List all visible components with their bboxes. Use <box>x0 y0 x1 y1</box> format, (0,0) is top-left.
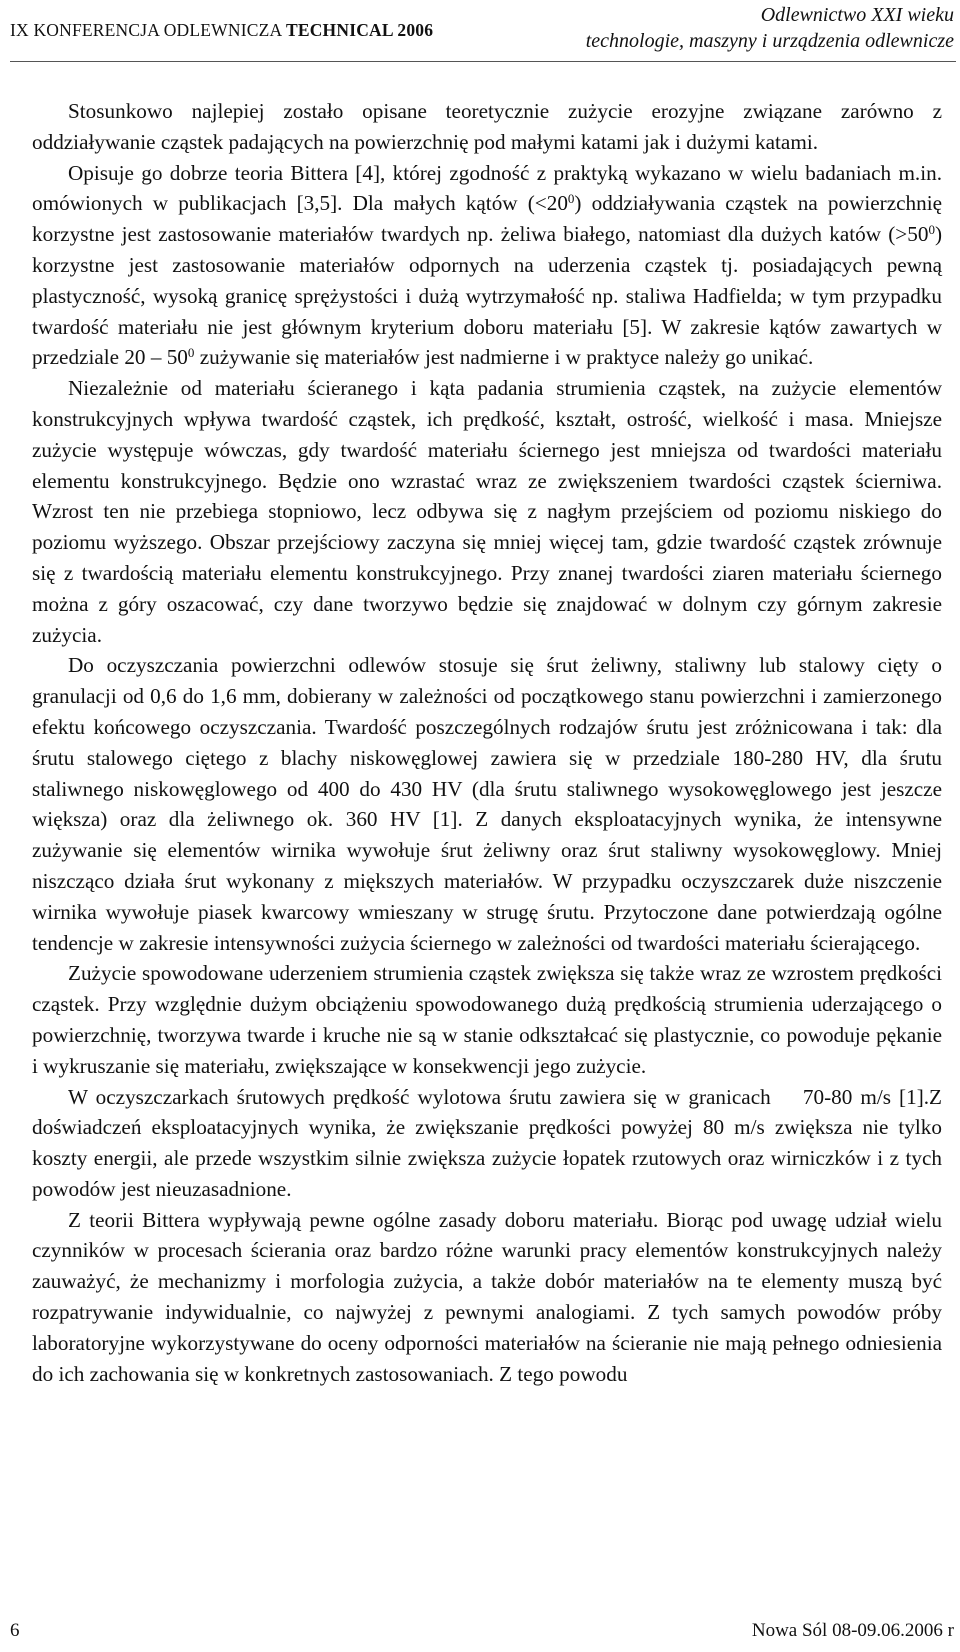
page-number: 6 <box>10 1620 20 1641</box>
degree-superscript: 0 <box>567 191 575 207</box>
journal-subtitle: technologie, maszyny i urządzenia odlewnicze <box>585 30 954 52</box>
page-header <box>10 0 956 62</box>
paragraph-2 <box>32 158 942 374</box>
paragraph-4: Do oczyszczania powierzchni odlewów stosuje się śrut żeliwny, staliwny lub stalowy cięty o granulacji od 0,6 do 1,6 mm, dobierany w zależności od początkowego stanu powierzchni i zamierzonego efektu końcowego oczyszczania. Twardość poszczególnych rodzajów śrutu jest zróżnicowana i tak: dla śrutu stalowego ciętego z blachy niskowęglowej zawiera się w przedziale 180-280 HV, dla śrutu staliwnego niskowęglowego od 400 do 430 HV (dla śrutu staliwnego wysokowęglowego jest jeszcze większa) oraz dla żeliwnego ok. 360 HV [1]. Z danych eksploatacyjnych wynika, że intensywne zużywanie się elementów wirnika wywołuje śrut żeliwny oraz śrut staliwny wysokowęglowy. Mniej niszcząco działa śrut wykonany z miększych materiałów. W przypadku oczyszczarek duże niszczenie wirnika wywołuje piasek kwarcowy wmieszany w strugę śrutu. Przytoczone dane potwierdzają ogólne tendencje w zakresie intensywności zużycia ściernego w zależności od twardości materiału ścierającego. <box>32 653 942 955</box>
conference-title-prefix: IX KONFERENCJA ODLEWNICZA <box>10 20 286 40</box>
journal-title-block <box>586 2 954 54</box>
paragraph-7: Z teorii Bittera wypływają pewne ogólne zasady doboru materiału. Biorąc pod uwagę udział wielu czynników w procesach ścierania oraz bardzo różne warunki pracy elementów konstrukcyjnych należy zauważyć, że mechanizmy i morfologia zużycia, a także dobór materiałów na te elementy muszą być rozpatrywanie indywidualnie, co najwyżej z pewnymi analogiami. Z tych samych powodów próby laboratoryjne wykorzystywane do oceny odporności materiałów na ścieranie nie mają pełnego odniesienia do ich zachowania się w konkretnych zastosowaniach. Z tego powodu <box>32 1207 942 1386</box>
paragraph-2-part-b: ) oddziaływania cząstek na powierzchnię korzystne jest zastosowanie materiałów twardych np. żeliwa białego, natomiast dla dużych katów (>50 <box>32 191 943 247</box>
conference-title <box>10 20 433 41</box>
page-footer <box>10 1618 954 1652</box>
paragraph-2-part-a: Opisuje go dobrze teoria Bittera [4], której zgodność z praktyką wykazano w wielu badaniach m.in. omówionych w publikacjach [3,5]. Dla małych kątów (<20 <box>32 160 942 216</box>
degree-superscript: 0 <box>928 222 935 238</box>
footer-place-date: Nowa Sól 08-09.06.2006 r <box>751 1620 954 1641</box>
paragraph-3: Niezależnie od materiału ścieranego i kąta padania strumienia cząstek, na zużycie elementów konstrukcyjnych wpływa twardość cząstek, ich prędkość, kształt, ostrość, wielkość i masa. Mniejsze zużycie występuje wówczas, gdy twardość materiału ściernego jest mniejsza od twardości materiału elementu konstrukcyjnego. Będzie ono wzrastać wraz ze zwiększeniem twardości cząstek ścierniwa. Wzrost ten nie przebiega stopniowo, lecz odbywa się z nagłym przejściem od poziomu niskiego do poziomu wyższego. Obszar przejściowy zaczyna się mniej więcej tam, gdzie twardość cząstek zrównuje się z twardością materiału elementu konstrukcyjnego. Przy znanej twardości ziaren materiału ściernego można z góry oszacować, czy dane tworzywo będzie się znajdować w dolnym czy górnym zakresie zużycia. <box>32 376 942 647</box>
paragraph-6: W oczyszczarkach śrutowych prędkość wylotowa śrutu zawiera się w granicach 70-80 m/s [1].Z doświadczeń eksploatacyjnych wynika, że zwiększanie prędkości powyżej 80 m/s zwiększa nie tylko koszty energii, ale przede wszystkim silnie zwiększa zużycie łopatek rzutowych oraz wirniczków i z tych powodów jest nieuzasadnione. <box>32 1084 948 1201</box>
paragraph-2-part-d: zużywanie się materiałów jest nadmierne i w praktyce należy go unikać. <box>194 345 814 370</box>
article-body <box>32 96 948 1389</box>
degree-superscript: 0 <box>187 345 195 361</box>
conference-title-bold: TECHNICAL 2006 <box>285 20 434 40</box>
journal-title: Odlewnictwo XXI wieku <box>760 4 954 26</box>
paragraph-1: Stosunkowo najlepiej zostało opisane teoretycznie zużycie erozyjne związane zarówno z oddziaływanie cząstek padających na powierzchnię pod małymi katami jak i dużymi katami. <box>32 99 942 154</box>
paragraph-5: Zużycie spowodowane uderzeniem strumienia cząstek zwiększa się także wraz ze wzrostem prędkości cząstek. Przy względnie dużym obciążeniu spowodowanego dużą prędkością strumienia uderzającego o powierzchnię, tworzywa twarde i kruche nie są w stanie odkształcać się plastycznie, co powoduje pękanie i wykruszanie się materiału, zwiększające w konsekwencji jego zużycie. <box>32 961 942 1078</box>
paragraph-2-part-c: ) korzystne jest zastosowanie materiałów odpornych na uderzenia cząstek tj. posiadających pewną plastyczność, wysoką granicę sprężystości i dużą wytrzymałość np. staliwa Hadfielda; w tym przypadku twardość materiału nie jest głównym kryterium doboru materiału [5]. W zakresie kątów zawartych w przedziale 20 – 50 <box>32 222 942 370</box>
